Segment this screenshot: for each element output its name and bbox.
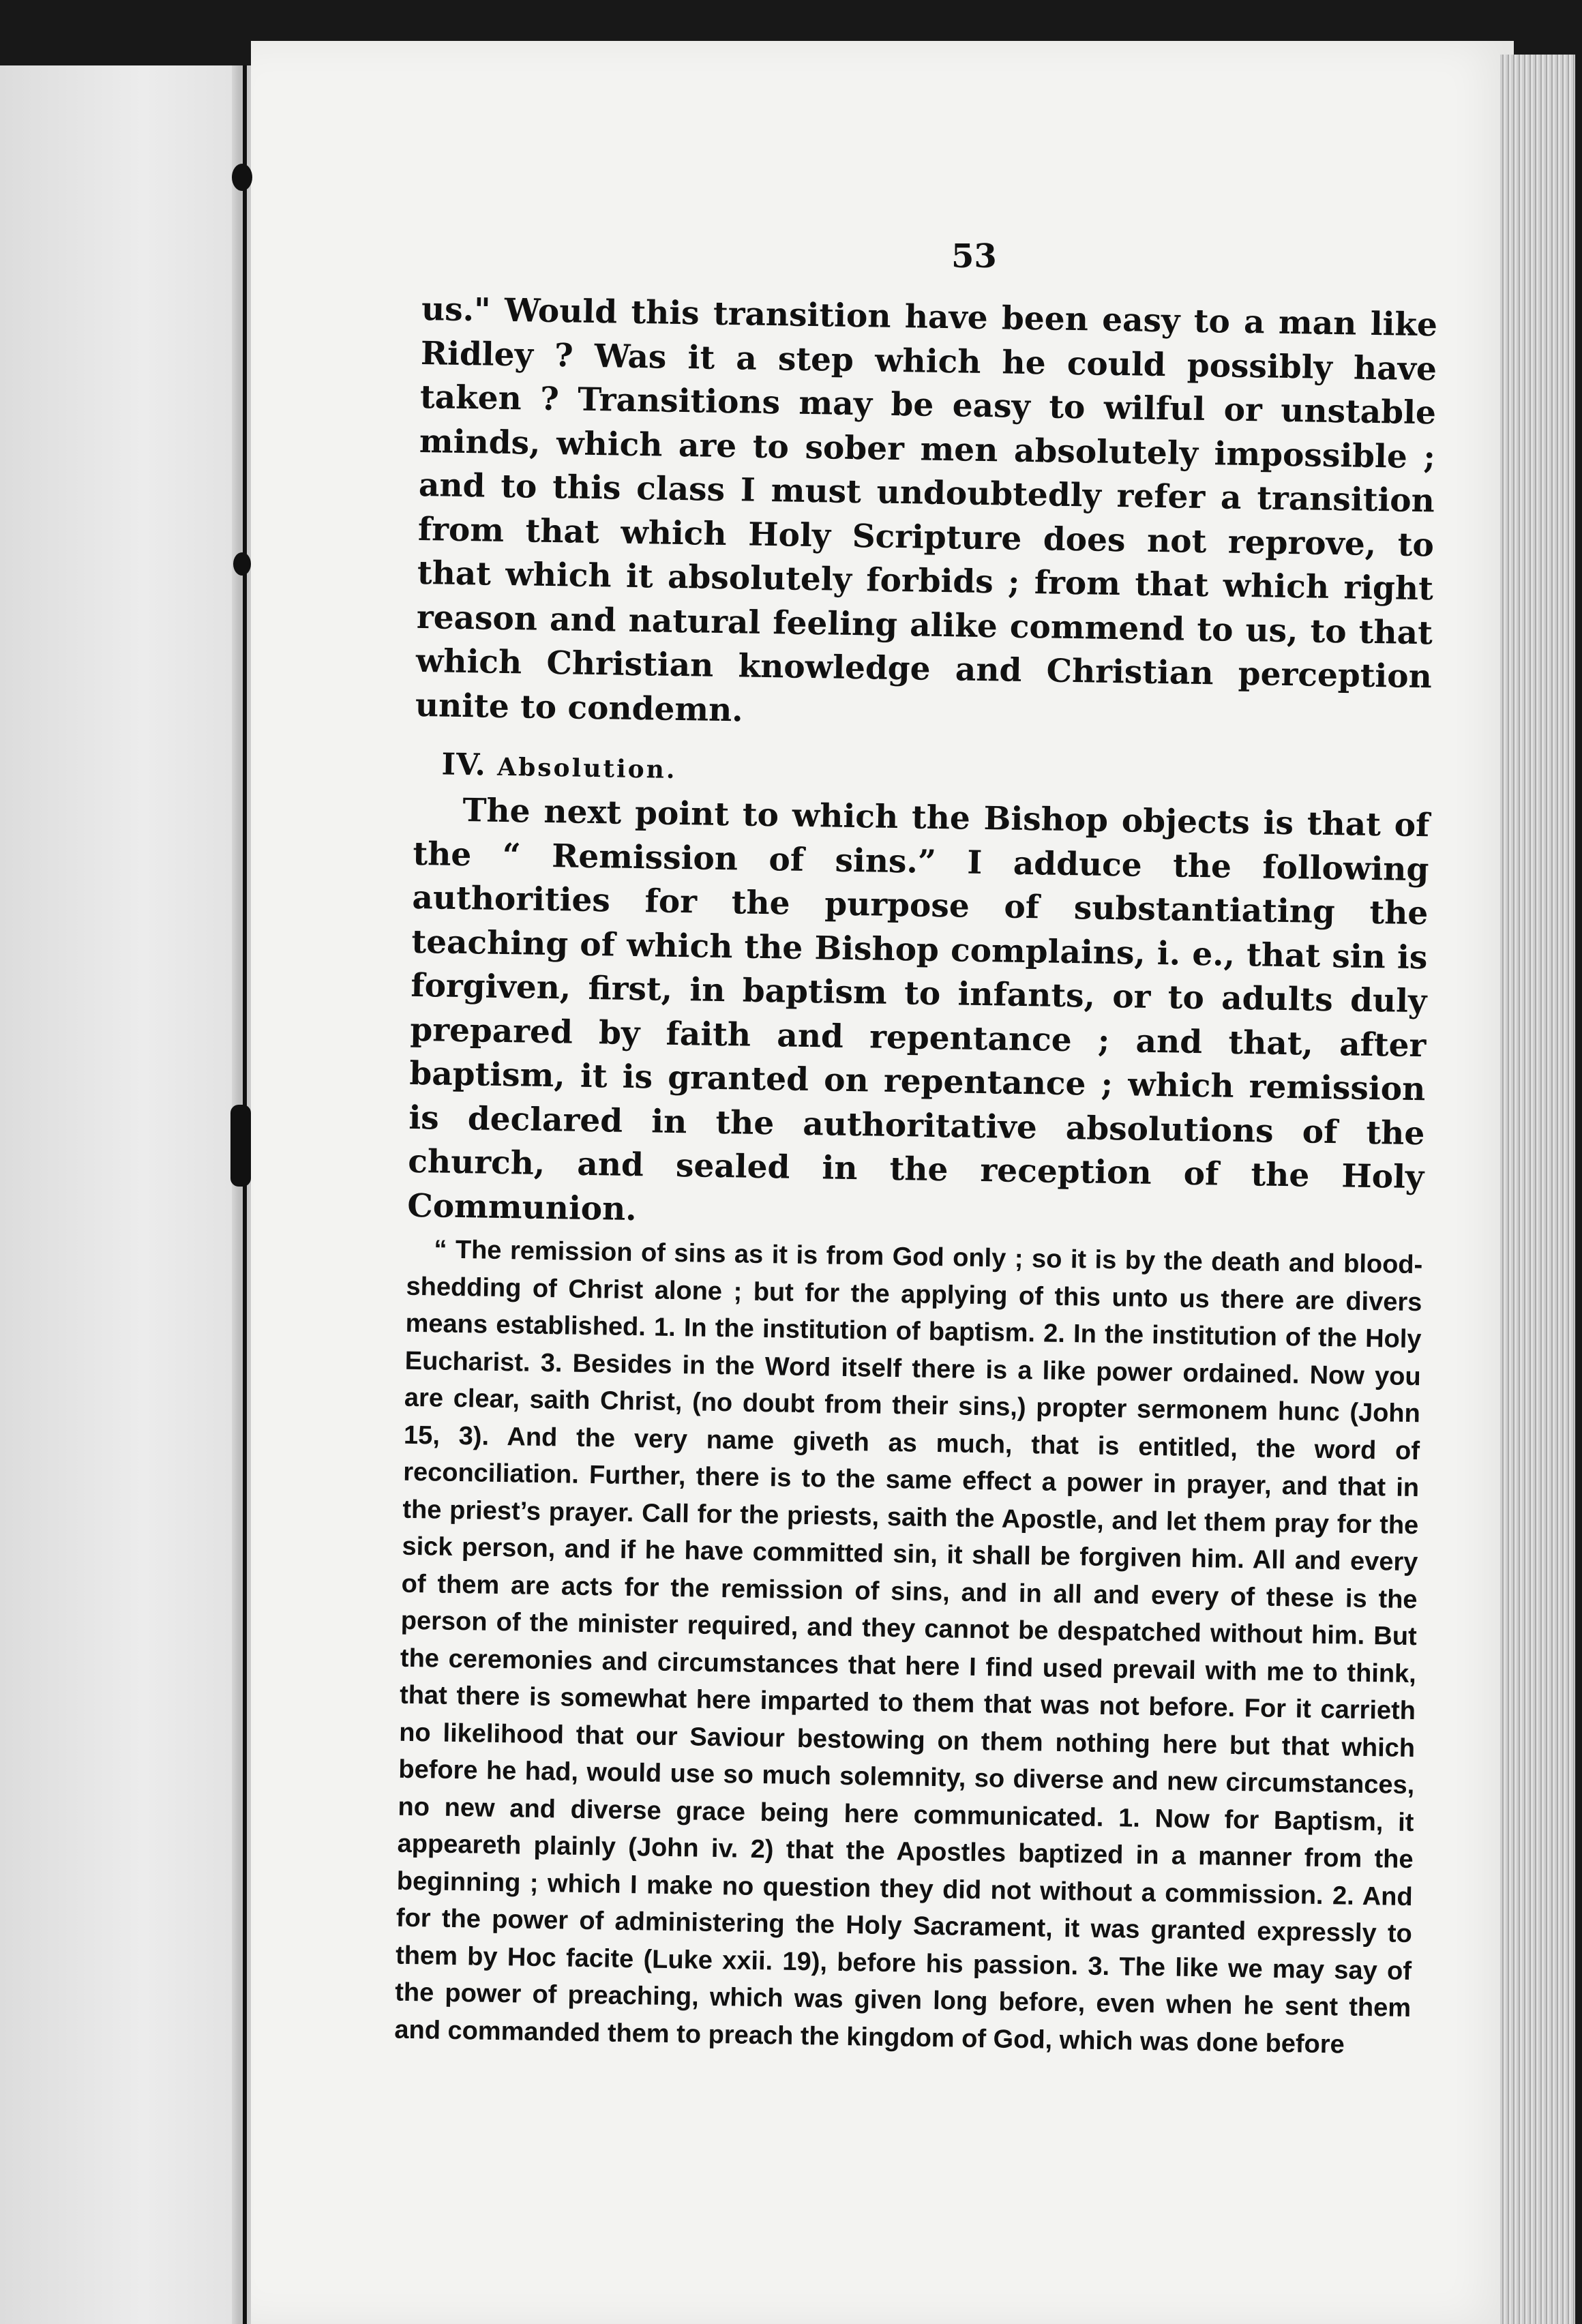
paragraph-transition: us." Would this transition have been easy to a man like Ridley ? Was it a step which he could possibly have taken ? Transitions may be easy to wilful or unstable minds, which are to sober men absolutely impossible ; and to this class I must undoubtedly refer a transition from that which Holy Scripture does not reprove, to that which it absolutely forbids ; from that which right reason and natural feeling alike commend to us, to that which Christian knowledge and Christian perception unite to condemn. <box>415 290 1438 729</box>
book-gutter <box>232 65 252 2324</box>
binding-mark <box>233 552 251 576</box>
page-edges <box>1500 55 1575 2324</box>
binding-line <box>243 65 247 2324</box>
paragraph-remission: The next point to which the Bishop objects is that of the “ Remission of sins.” I adduce the following authorities for the purpose of substantiating the teaching of which the Bishop complains, i. e., that sin is forgiven, first, in baptism to infants, or to adults duly prepared by faith and repentance ; and that, after baptism, it is granted on repentance ; which remission is declared in the authoritative absolutions of the church, and sealed in the reception of the Holy Communion. <box>406 792 1430 1228</box>
section-title: Absolution. <box>496 752 677 784</box>
section-heading <box>441 747 1431 798</box>
binding-mark <box>232 164 252 191</box>
binding-mark <box>230 1105 251 1187</box>
page-text <box>394 225 1439 2064</box>
left-page-fragment <box>0 65 239 2324</box>
page-number: 53 <box>951 237 997 275</box>
block-quotation: “ The remission of sins as it is from God only ; so it is by the death and blood-shedding of Christ alone ; but for the applying of this unto us there are divers means established. 1. In the institution of baptism. 2. In the institution of the Holy Eucharist. 3. Besides in the Word itself there is a like power ordained. Now you are clear, saith Christ, (no doubt from their sins,) propter sermonem hunc (John 15, 3). And the very name giveth as much, that is entitled, the word of reconciliation. Further, there is to the same effect a power in prayer, and that in the priest’s prayer. Call for the priests, saith the Apostle, and let them pray for the sick person, and if he have committed sin, it shall be forgiven him. All and every of them are acts for the remission of sins, and in all and every of these is the person of the minister required, and they cannot be despatched without him. But the ceremonies and circumstances that here I find used prevail with me to think, that there is somewhat here imparted to them that was not before. For it carrieth no likelihood that our Saviour bestowing on them nothing here but that which before he had, would use so much solemnity, so diverse and new circumstances, no new and diverse grace being here communicated. 1. Now for Baptism, it appeareth plainly (John iv. 2) that the Apostles baptized in a manner from the beginning ; which I make no question they did not without a commission. 2. And for the power of administering the Holy Sacrament, it was granted expressly to them by Hoc facite (Luke xxii. 19), before his passion. 3. The like we may say of the power of preaching, which was given long before, even when he sent them and commanded them to preach the kingdom of God, which was done before <box>394 1235 1423 2059</box>
section-numeral: IV. <box>441 747 487 783</box>
